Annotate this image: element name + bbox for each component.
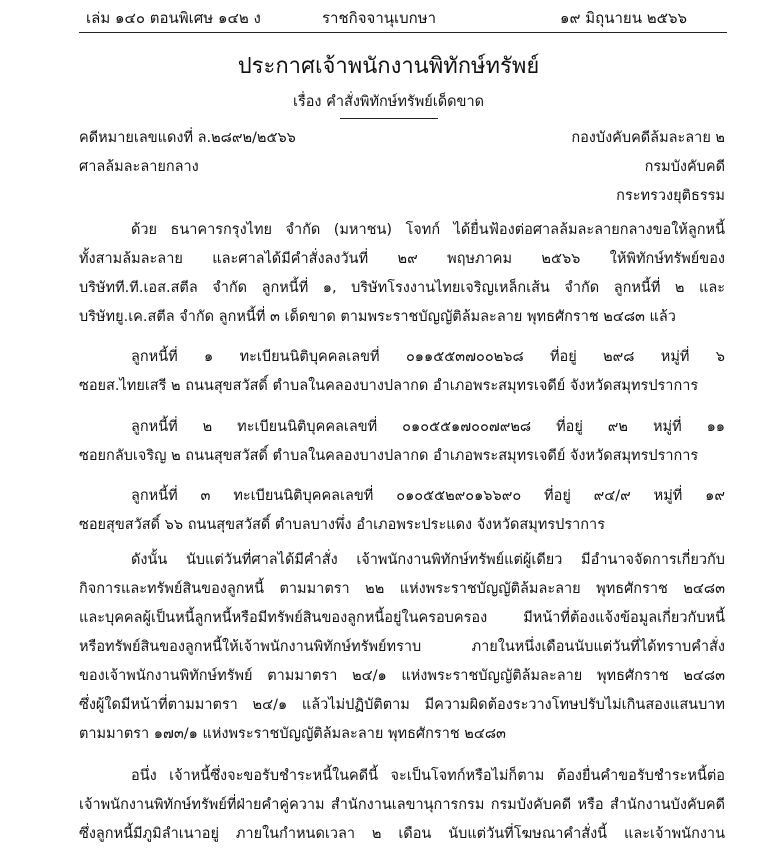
paragraph-line: ตามมาตรา ๑๗๓/๑ แห่งพระราชบัญญัติล้มละลาย พุทธศักราช ๒๔๘๓ <box>79 726 506 742</box>
paragraph-line: ด้วย ธนาคารกรุงไทย จำกัด (มหาชน) โจทก์ ได้ยื่นฟ้องต่อศาลล้มละลายกลางขอให้ลูกหนี้ <box>131 222 725 238</box>
paragraph-line: กิจการและทรัพย์สินของลูกหนี้ ตามมาตรา ๒๒ แห่งพระราชบัญญัติล้มละลาย พุทธศักราช ๒๔๘๓ <box>79 581 725 597</box>
case-number: คดีหมายเลขแดงที่ ล.๒๘๙๒/๒๕๖๖ <box>79 130 296 146</box>
header-divider <box>79 32 727 33</box>
paragraph-line: และบุคคลผู้เป็นหนี้ลูกหนี้หรือมีทรัพย์สินของลูกหนี้อยู่ในครอบครอง มีหน้าที่ต้องแจ้งข้อมูลเกี่ยวกับหนี้ <box>79 610 725 626</box>
department-name: กรมบังคับคดี <box>644 159 725 175</box>
announcement-title: ประกาศเจ้าพนักงานพิทักษ์ทรัพย์ <box>237 54 540 79</box>
paragraph-line: อนึ่ง เจ้าหนี้ซึ่งจะขอรับชำระหนี้ในคดีนี้ จะเป็นโจทก์หรือไม่ก็ตาม ต้องยื่นคำขอรับชำระหนี้ต่อ <box>131 768 725 784</box>
paragraph-line: ซอยส.ไทยเสรี ๒ ถนนสุขสวัสดิ์ ตำบลในคลองบางปลากด อำเภอพระสมุทรเจดีย์ จังหวัดสมุทรปราการ <box>79 378 699 394</box>
paragraph-line: ดังนั้น นับแต่วันที่ศาลได้มีคำสั่ง เจ้าพนักงานพิทักษ์ทรัพย์แต่ผู้เดียว มีอำนาจจัดการเกี่ยวกับ <box>131 552 725 568</box>
ministry-name: กระทรวงยุติธรรม <box>616 188 725 204</box>
announcement-subject: เรื่อง คำสั่งพิทักษ์ทรัพย์เด็ดขาด <box>292 94 485 110</box>
gazette-header <box>86 6 726 28</box>
header-date: ๑๙ มิถุนายน ๒๕๖๖ <box>560 9 688 27</box>
paragraph-trustee-authority <box>79 546 725 749</box>
paragraph-line: ซอยสุขสวัสดิ์ ๖๖ ถนนสุขสวัสดิ์ ตำบลบางพึ่ง อำเภอพระประแดง จังหวัดสมุทรปราการ <box>79 517 605 533</box>
paragraph-creditor-claims <box>79 762 725 849</box>
court-name: ศาลล้มละลายกลาง <box>79 159 199 175</box>
paragraph-debtor-3 <box>79 482 725 540</box>
paragraph-debtor-2 <box>79 413 725 471</box>
paragraph-line: บริษัทยู.เค.สตีล จำกัด ลูกหนี้ที่ ๓ เด็ดขาด ตามพระราชบัญญัติล้มละลาย พุทธศักราช ๒๔๘๓ แล้ว <box>79 309 676 325</box>
division-name: กองบังคับคดีล้มละลาย ๒ <box>571 130 725 146</box>
paragraph-debtor-1 <box>79 343 725 401</box>
header-volume: เล่ม ๑๔๐ ตอนพิเศษ ๑๔๒ ง <box>86 9 261 27</box>
paragraph-line: ซึ่งผู้ใดมีหน้าที่ตามมาตรา ๒๔/๑ แล้วไม่ปฏิบัติตาม มีความผิดต้องระวางโทษปรับไม่เกินสองแสนบาท <box>79 697 725 713</box>
paragraph-order-intro <box>79 216 725 332</box>
paragraph-line: เจ้าพนักงานพิทักษ์ทรัพย์ที่ฝ่ายคำคู่ความ สำนักงานเลขานุการกรม กรมบังคับคดี หรือ สำนักงานบังคับคดี <box>79 797 725 813</box>
paragraph-line: ซึ่งลูกหนี้มีภูมิลำเนาอยู่ ภายในกำหนดเวลา ๒ เดือน นับแต่วันที่โฆษณาคำสั่งนี้ และเจ้าพนักงาน <box>79 826 725 842</box>
paragraph-line: ลูกหนี้ที่ ๑ ทะเบียนนิติบุคคลเลขที่ ๐๑๑๕๕๓๗๐๐๒๖๘ ที่อยู่ ๒๙๘ หมู่ที่ ๖ <box>131 349 725 365</box>
paragraph-line: ทั้งสามล้มละลาย และศาลได้มีคำสั่งลงวันที่ ๒๙ พฤษภาคม ๒๕๖๖ ให้พิทักษ์ทรัพย์ของ <box>79 251 725 267</box>
paragraph-line: ลูกหนี้ที่ ๓ ทะเบียนนิติบุคคลเลขที่ ๐๑๐๕๕๒๙๐๑๖๖๙๐ ที่อยู่ ๙๔/๙ หมู่ที่ ๑๙ <box>131 488 725 504</box>
paragraph-line: ลูกหนี้ที่ ๒ ทะเบียนนิติบุคคลเลขที่ ๐๑๐๕๕๑๗๐๐๗๙๒๘ ที่อยู่ ๙๒ หมู่ที่ ๑๑ <box>131 419 725 435</box>
paragraph-line: หรือทรัพย์สินของลูกหนี้ให้เจ้าพนักงานพิทักษ์ทรัพย์ทราบ ภายในหนึ่งเดือนนับแต่วันที่ได้ทราบคำสั่ง <box>79 639 725 655</box>
header-gazette-name: ราชกิจจานุเบกษา <box>322 9 437 27</box>
subject-underline <box>340 118 438 119</box>
paragraph-line: ของเจ้าพนักงานพิทักษ์ทรัพย์ ตามมาตรา ๒๔/๑ แห่งพระราชบัญญัติล้มละลาย พุทธศักราช ๒๔๘๓ <box>79 668 725 684</box>
paragraph-line: บริษัทที.ที.เอส.สตีล จำกัด ลูกหนี้ที่ ๑, บริษัทโรงงานไทยเจริญเหล็กเส้น จำกัด ลูกหนี้ที่ ๒ และ <box>79 280 725 296</box>
paragraph-line: ซอยกลับเจริญ ๒ ถนนสุขสวัสดิ์ ตำบลในคลองบางปลากด อำเภอพระสมุทรเจดีย์ จังหวัดสมุทรปราการ <box>79 448 699 464</box>
